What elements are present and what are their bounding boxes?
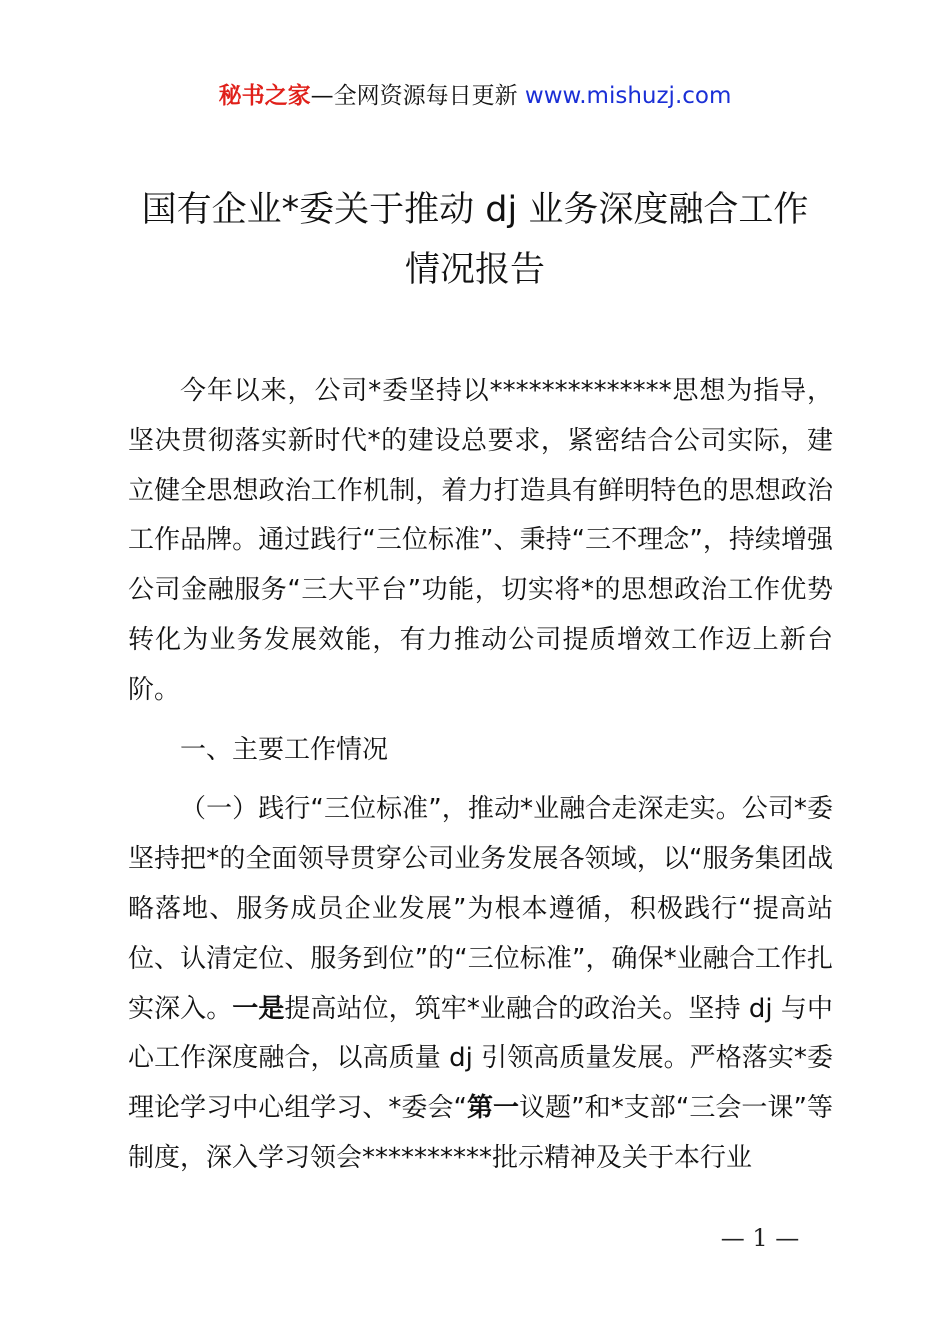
site-tagline: —全网资源每日更新 — [310, 83, 525, 109]
title-line-1: 国有企业*委关于推动 dj 业务深度融合工作 — [141, 190, 809, 230]
paragraph-2-text-2: 提高站位，筑牢*业融合的政治关。坚持 dj 与中心工作深度融合，以高质量 dj 引领高质量发展。严格落实*委理论学习中心组学习、*委会“ — [128, 993, 833, 1124]
paragraph-2-text-1: （一）践行“三位标准”，推动*业融合走深走实。公司*委坚持把*的全面领导贯穿公司业务发展各领域，以“服务集团战略落地、服务成员企业发展”为根本遵循，积极践行“提高站位、认清定位、服务到位”的“三位标准”，确保*业融合工作扎实深入。 — [128, 794, 833, 1024]
page-number: — 1 — — [720, 1224, 800, 1252]
title-line-2: 情况报告 — [404, 250, 545, 290]
document-body — [128, 367, 833, 1184]
site-name: 秘书之家 — [218, 83, 311, 109]
paragraph-2-bold-1: 一是 — [232, 993, 285, 1024]
paragraph-2-bold-2: 第一 — [466, 1093, 520, 1124]
paragraph-2 — [128, 785, 833, 1183]
site-header — [0, 80, 950, 112]
document-title — [0, 180, 950, 300]
section-heading: 一、主要工作情况 — [180, 734, 389, 765]
paragraph-2-text-3: 议题”和*支部“三会一课”等制度，深入学习领会**********批示精神及关于本行业 — [128, 1093, 833, 1173]
intro-paragraph: 今年以来，公司*委坚持以**************思想为指导，坚决贯彻落实新时代*的建设总要求，紧密结合公司实际，建立健全思想政治工作机制，着力打造具有鲜明特色的思想政治工作品牌。通过践行“三位标准”、秉持“三不理念”，持续增强公司金融服务“三大平台”功能，切实将*的思想政治工作优势转化为业务发展效能，有力推动公司提质增效工作迈上新台阶。 — [128, 376, 833, 705]
site-url-link[interactable]: www.mishuzj.com — [524, 83, 732, 109]
